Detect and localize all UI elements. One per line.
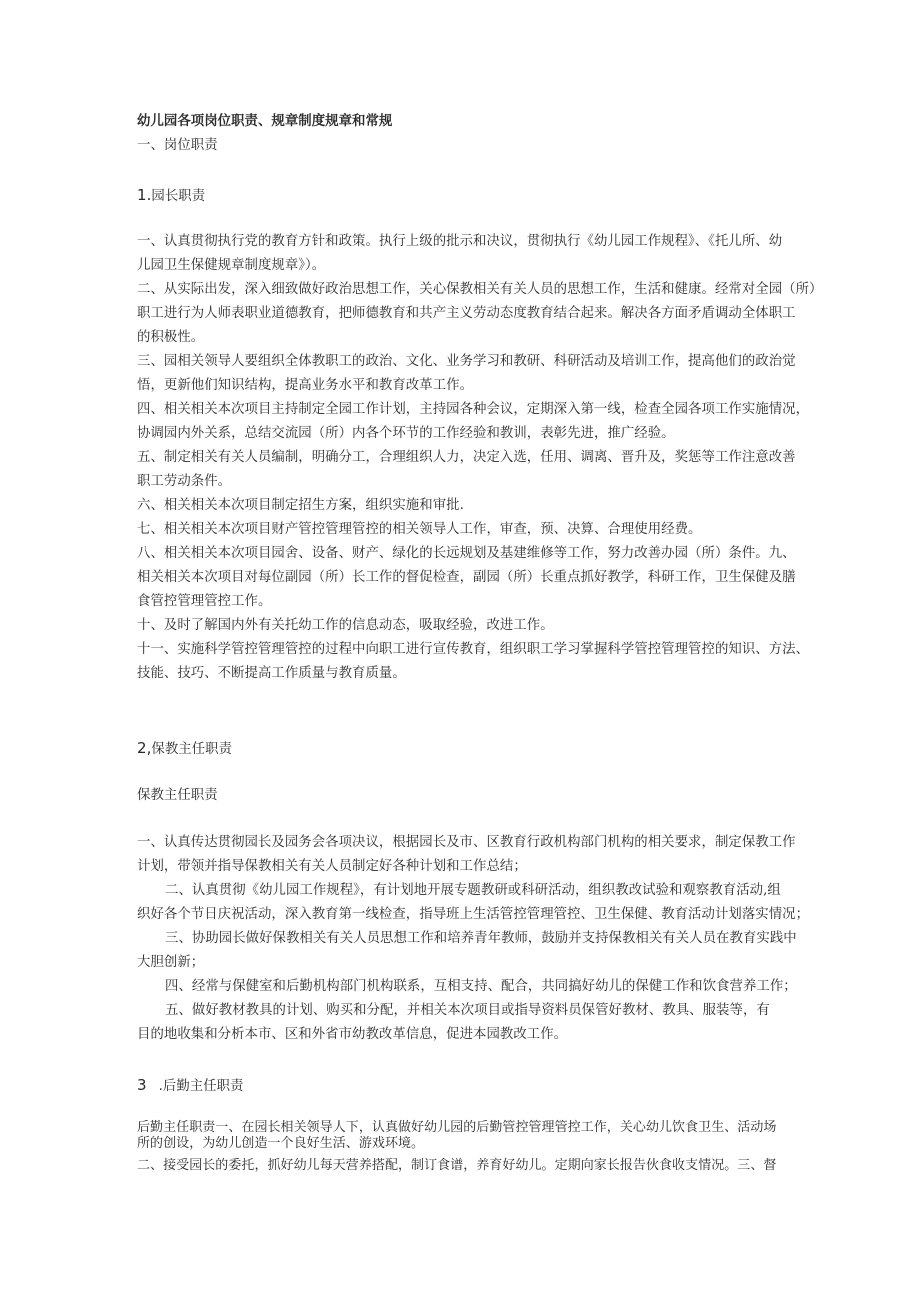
s1-line-17: 十、及时了解国内外有关托幼工作的信息动态，吸取经验，改进工作。 [137, 618, 554, 633]
s1-line-18: 十一、实施科学管控管理管控的过程中向职工进行宣传教育，组织职工学习掌握科学管控管理管控的知识、方法、 [137, 642, 810, 657]
s1-line-19: 技能、技巧、不断提高工作质量与教育质量。 [137, 666, 406, 681]
s1-line-11: 职工劳动条件。 [137, 474, 232, 489]
section-3-number: 3 [137, 1076, 147, 1094]
document-title: 幼儿园各项岗位职责、规章制度规章和常规 [137, 114, 393, 129]
s1-line-14: 八、相关相关本次项目园舍、设备、财产、绿化的长远规划及基建维修等工作，努力改善办园（所）条件。九、 [137, 546, 796, 561]
section-1-number: 1. [137, 186, 152, 204]
s1-line-7: 悟，更新他们知识结构，提高业务水平和教育改革工作。 [137, 378, 474, 393]
s1-line-9: 协调园内外关系，总结交流园（所）内各个环节的工作经验和教训，表彰先进，推广经验。 [137, 426, 675, 441]
s2-line-1: 一、认真传达贯彻园长及园务会各项决议，根据园长及市、区教育行政机构部门机构的相关要求，制定保教工作 [137, 835, 796, 850]
s1-line-12: 六、相关相关本次项目制定招生方案，组织实施和审批. [137, 498, 464, 513]
section-3-heading [137, 1076, 244, 1096]
s1-line-6: 三、园相关领导人要组织全体教职工的政治、文化、业务学习和教研、科研活动及培训工作，提高他们的政治觉 [137, 354, 796, 369]
s1-line-4: 职工进行为人师表职业道德教育，把师德教育和共产主义劳动态度教育结合起来。解决各方面矛盾调动全体职工 [137, 306, 796, 321]
section-1-heading [137, 186, 205, 206]
s1-line-3: 二、从实际出发，深入细致做好政治思想工作，关心保教相关有关人员的思想工作，生活和健康。经常对全园（所） [137, 282, 823, 297]
s1-line-5: 的积极性。 [137, 330, 205, 345]
s1-line-8: 四、相关相关本次项目主持制定全园工作计划，主持园各种会议，定期深入第一线，检查全园各项工作实施情况， [137, 402, 810, 417]
s2-line-3: 二、认真贯彻《幼儿园工作规程》，有计划地开展专题教研或科研活动，组织教改试验和观察教育活动,组 [165, 883, 781, 898]
s2-line-9: 目的地收集和分析本市、区和外省市幼教改革信息，促进本园教改工作。 [137, 1027, 568, 1042]
s1-line-10: 五、制定相关有关人员编制，明确分工，合理组织人力，决定入选，任用、调离、晋升及，奖惩等工作注意改善 [137, 450, 796, 465]
s1-line-16: 食管控管理管控工作。 [137, 594, 272, 609]
s1-line-13: 七、相关相关本次项目财产管控管理管控的相关领导人工作，审查，预、决算、合理使用经费。 [137, 522, 702, 537]
s3-line-2: 所的创设，为幼儿创造一个良好生活、游戏环境。 [137, 1136, 425, 1151]
section-2-subheading: 保教主任职责 [137, 788, 218, 803]
section-2-number: 2, [137, 739, 152, 757]
s3-line-3: 二、接受园长的委托，抓好幼儿每天营养搭配，制订食谱，养育好幼儿。定期向家长报告伙食收支情况。三、督 [137, 1158, 777, 1173]
section-subtitle: 一、岗位职责 [137, 138, 218, 153]
s3-line-1: 后勤主任职责一、在园长相关领导人下，认真做好幼儿园的后勤管控管理管控工作，关心幼儿饮食卫生、活动场 [137, 1120, 777, 1135]
s1-line-15: 相关相关本次项目对每位副园（所）长工作的督促检查，副园（所）长重点抓好教学，科研工作，卫生保健及膳 [137, 570, 796, 585]
s2-line-6: 大胆创新； [137, 955, 205, 970]
section-2-heading [137, 739, 232, 759]
section-1-title: 园长职责 [151, 189, 206, 204]
s1-line-2: 儿园卫生保健规章制度规章》）。 [137, 258, 326, 273]
section-3-title: .后勤主任职责 [158, 1079, 244, 1094]
s2-line-5: 三、协助园长做好保教相关有关人员思想工作和培养青年教师，鼓励并支持保教相关有关人员在教育实践中 [165, 931, 797, 946]
s2-line-4: 织好各个节日庆祝活动，深入教育第一线检查，指导班上生活管控管理管控、卫生保健、教育活动计划落实情况； [137, 907, 810, 922]
s1-line-1: 一、认真贯彻执行党的教育方针和政策。执行上级的批示和决议，贯彻执行《幼儿园工作规程》、《托儿所、幼 [137, 234, 783, 249]
s2-line-7: 四、经常与保健室和后勤机构部门机构联系，互相支持、配合，共同搞好幼儿的保健工作和饮食营养工作； [165, 979, 797, 994]
section-2-title: 保教主任职责 [151, 742, 233, 757]
s2-line-8: 五、做好教材教具的计划、购买和分配，并相关本次项目或指导资料员保管好教材、教具、服装等，有 [165, 1003, 770, 1018]
s2-line-2: 计划，带领并指导保教相关有关人员制定好各种计划和工作总结； [137, 859, 527, 874]
